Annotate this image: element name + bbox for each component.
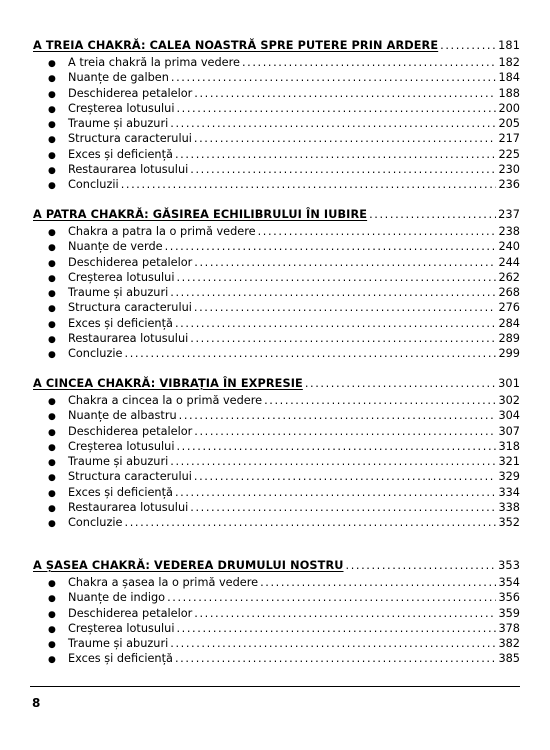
bullet-icon: ●	[48, 624, 56, 635]
dot-leader	[242, 55, 496, 70]
dot-leader	[264, 393, 496, 408]
entry-label: Creșterea lotusului	[68, 439, 175, 453]
dot-leader	[194, 86, 496, 101]
entry-page-number: 236	[498, 178, 520, 192]
entry-page-number: 205	[498, 117, 520, 131]
bullet-icon: ●	[48, 243, 56, 254]
entry-page-number: 356	[498, 591, 520, 605]
bullet-icon: ●	[48, 120, 56, 131]
toc-entry[interactable]	[33, 55, 520, 70]
toc-entry[interactable]	[33, 346, 520, 361]
dot-leader	[170, 116, 496, 131]
entry-page-number: 359	[498, 606, 520, 620]
entry-page-number: 240	[498, 240, 520, 254]
dot-leader	[176, 101, 496, 116]
entry-label: Structura caracterului	[68, 301, 192, 315]
section-heading[interactable]	[33, 375, 520, 392]
toc-entry[interactable]	[33, 86, 520, 101]
entry-page-number: 268	[498, 286, 520, 300]
entry-page-number: 302	[498, 394, 520, 407]
toc-entry[interactable]	[33, 469, 520, 484]
toc-entry[interactable]	[33, 177, 520, 192]
bullet-icon: ●	[48, 609, 56, 620]
toc-entry[interactable]	[33, 285, 520, 300]
bullet-icon: ●	[48, 228, 56, 238]
entry-page-number: 200	[498, 101, 520, 115]
entry-page-number: 238	[498, 225, 520, 238]
entry-page-number: 334	[498, 485, 520, 499]
toc-entry[interactable]	[33, 239, 520, 254]
toc-entry[interactable]	[33, 331, 520, 346]
bullet-icon: ●	[48, 104, 56, 115]
dot-leader	[165, 239, 497, 254]
toc-entry[interactable]	[33, 131, 520, 146]
bullet-icon: ●	[48, 289, 56, 300]
entry-page-number: 289	[498, 332, 520, 346]
entry-label: Traume și abuzuri	[68, 286, 169, 300]
footer-rule	[30, 686, 520, 687]
bullet-icon: ●	[48, 442, 56, 453]
bullet-icon: ●	[48, 458, 56, 469]
bullet-icon: ●	[48, 488, 56, 499]
entry-page-number: 184	[498, 71, 520, 85]
bullet-icon: ●	[48, 150, 56, 161]
dot-leader	[125, 515, 497, 530]
dot-leader	[194, 469, 497, 484]
bullet-icon: ●	[48, 473, 56, 484]
bullet-icon: ●	[48, 427, 56, 438]
entry-label: Creșterea lotusului	[68, 101, 175, 115]
entry-label: Chakra a șasea la o primă vedere	[68, 576, 259, 589]
entry-page-number: 318	[498, 439, 520, 453]
entry-page-number: 230	[498, 163, 520, 177]
section-title: A PATRA CHAKRĂ: GĂSIREA ECHILIBRULUI ÎN IUBIRE	[33, 208, 368, 221]
entry-label: Concluzii	[68, 178, 119, 192]
entry-page-number: 321	[498, 455, 520, 469]
bullet-icon: ●	[48, 504, 56, 515]
dot-leader	[170, 285, 496, 300]
entry-page-number: 307	[498, 424, 520, 438]
bullet-icon: ●	[48, 304, 56, 315]
dot-leader	[170, 636, 496, 651]
entry-page-number: 276	[498, 301, 520, 315]
entry-label: Creșterea lotusului	[68, 270, 175, 284]
bullet-icon: ●	[48, 397, 56, 407]
toc-entry[interactable]	[33, 606, 520, 621]
entry-label: Exces și deficiență	[68, 652, 173, 666]
toc-entry[interactable]	[33, 439, 520, 454]
dot-leader	[171, 70, 497, 85]
bullet-icon: ●	[48, 319, 56, 330]
dot-leader	[260, 575, 496, 590]
dot-leader	[175, 651, 497, 666]
bullet-icon: ●	[48, 273, 56, 284]
toc-entry[interactable]	[33, 162, 520, 177]
bullet-icon: ●	[48, 166, 56, 177]
dot-leader	[190, 162, 496, 177]
toc-entry[interactable]	[33, 316, 520, 331]
bullet-icon: ●	[48, 258, 56, 269]
toc-entry[interactable]	[33, 116, 520, 131]
dot-leader	[121, 177, 497, 192]
dot-leader	[175, 485, 497, 500]
entry-label: Traume și abuzuri	[68, 637, 169, 651]
dot-leader	[194, 424, 496, 439]
toc-entry[interactable]	[33, 621, 520, 636]
dot-leader	[170, 454, 496, 469]
entry-label: Restaurarea lotusului	[68, 501, 189, 515]
toc-entry[interactable]	[33, 300, 520, 315]
bullet-icon: ●	[48, 594, 56, 605]
entry-label: Restaurarea lotusului	[68, 332, 189, 346]
entry-page-number: 352	[498, 516, 520, 530]
section-heading[interactable]	[33, 206, 520, 223]
entry-label: Traume și abuzuri	[68, 117, 169, 131]
toc-section	[33, 206, 520, 362]
entry-page-number: 304	[498, 409, 520, 423]
toc-entry[interactable]	[33, 393, 520, 408]
entry-label: Deschiderea petalelor	[68, 424, 193, 438]
entry-page-number: 188	[498, 86, 520, 100]
bullet-icon: ●	[48, 655, 56, 666]
entry-label: Structura caracterului	[68, 470, 192, 484]
bullet-icon: ●	[48, 640, 56, 651]
entry-label: Nuanțe de indigo	[68, 591, 166, 605]
dot-leader	[194, 131, 497, 146]
dot-leader	[194, 300, 497, 315]
entry-page-number: 329	[498, 470, 520, 484]
toc-entry[interactable]	[33, 454, 520, 469]
dot-leader	[175, 316, 497, 331]
entry-label: Deschiderea petalelor	[68, 606, 193, 620]
dot-leader	[175, 147, 497, 162]
toc-entry[interactable]	[33, 636, 520, 651]
entry-page-number: 385	[498, 652, 520, 666]
section-title: A TREIA CHAKRĂ: CALEA NOASTRĂ SPRE PUTERE PRIN ARDERE	[33, 39, 439, 52]
entry-label: Creșterea lotusului	[68, 621, 175, 635]
bullet-icon: ●	[48, 89, 56, 100]
toc-entry[interactable]	[33, 255, 520, 270]
toc-entry[interactable]	[33, 70, 520, 85]
dot-leader	[369, 206, 496, 223]
entry-label: Deschiderea petalelor	[68, 86, 193, 100]
bullet-icon: ●	[48, 74, 56, 85]
dot-leader	[440, 37, 496, 54]
entry-page-number: 182	[498, 56, 520, 69]
dot-leader	[179, 408, 497, 423]
entry-page-number: 299	[498, 347, 520, 361]
entry-label: Deschiderea petalelor	[68, 255, 193, 269]
toc-entry[interactable]	[33, 408, 520, 423]
entry-page-number: 217	[498, 132, 520, 146]
dot-leader	[305, 375, 496, 392]
toc-entry[interactable]	[33, 515, 520, 530]
entry-page-number: 382	[498, 637, 520, 651]
section-heading[interactable]	[33, 37, 520, 54]
toc-entry[interactable]	[33, 270, 520, 285]
dot-leader	[176, 270, 496, 285]
dot-leader	[167, 590, 496, 605]
bullet-icon: ●	[48, 135, 56, 146]
entry-label: Concluzie	[68, 347, 123, 361]
toc-entry[interactable]	[33, 575, 520, 590]
bullet-icon: ●	[48, 579, 56, 589]
section-title: A CINCEA CHAKRĂ: VIBRAȚIA ÎN EXPRESIE	[33, 377, 303, 390]
toc-entry[interactable]	[33, 424, 520, 439]
toc-section	[33, 557, 520, 667]
entry-label: Nuanțe de verde	[68, 240, 163, 254]
entry-page-number: 338	[498, 501, 520, 515]
bullet-icon: ●	[48, 181, 56, 192]
bullet-icon: ●	[48, 59, 56, 69]
entry-label: Nuanțe de albastru	[68, 409, 177, 423]
entry-label: Exces și deficiență	[68, 147, 173, 161]
toc-entry[interactable]	[33, 651, 520, 666]
dot-leader	[190, 500, 496, 515]
section-page-number: 353	[498, 559, 520, 572]
entry-label: Structura caracterului	[68, 132, 192, 146]
dot-leader	[125, 346, 497, 361]
toc-entry[interactable]	[33, 590, 520, 605]
toc-entry[interactable]	[33, 500, 520, 515]
bullet-icon: ●	[48, 335, 56, 346]
dot-leader	[346, 557, 497, 574]
dot-leader	[176, 439, 496, 454]
dot-leader	[176, 621, 496, 636]
entry-label: Chakra a patra la o primă vedere	[68, 225, 256, 238]
entry-page-number: 262	[498, 270, 520, 284]
entry-label: Nuanțe de galben	[68, 71, 169, 85]
bullet-icon: ●	[48, 519, 56, 530]
entry-label: Exces și deficiență	[68, 316, 173, 330]
section-page-number: 301	[498, 377, 520, 390]
entry-page-number: 378	[498, 621, 520, 635]
toc-section	[33, 375, 520, 531]
entry-page-number: 225	[498, 147, 520, 161]
entry-label: Concluzie	[68, 516, 123, 530]
entry-label: Chakra a cincea la o primă vedere	[68, 394, 263, 407]
bullet-icon: ●	[48, 412, 56, 423]
toc-entry[interactable]	[33, 485, 520, 500]
entry-label: Traume și abuzuri	[68, 455, 169, 469]
toc-entry[interactable]	[33, 147, 520, 162]
entry-page-number: 284	[498, 316, 520, 330]
section-title: A ȘASEA CHAKRĂ: VEDEREA DRUMULUI NOSTRU	[33, 559, 344, 572]
dot-leader	[194, 606, 496, 621]
entry-page-number: 244	[498, 255, 520, 269]
toc-entry[interactable]	[33, 224, 520, 239]
entry-label: Restaurarea lotusului	[68, 163, 189, 177]
section-page-number: 181	[498, 39, 520, 52]
dot-leader	[258, 224, 497, 239]
dot-leader	[194, 255, 496, 270]
toc-section	[33, 37, 520, 193]
section-page-number: 237	[498, 208, 520, 221]
toc-entry[interactable]	[33, 101, 520, 116]
entry-label: Exces și deficiență	[68, 485, 173, 499]
page-number: 8	[32, 696, 41, 710]
entry-page-number: 354	[498, 576, 520, 589]
bullet-icon: ●	[48, 350, 56, 361]
section-heading[interactable]	[33, 557, 520, 574]
entry-label: A treia chakră la prima vedere	[68, 56, 240, 69]
dot-leader	[190, 331, 496, 346]
